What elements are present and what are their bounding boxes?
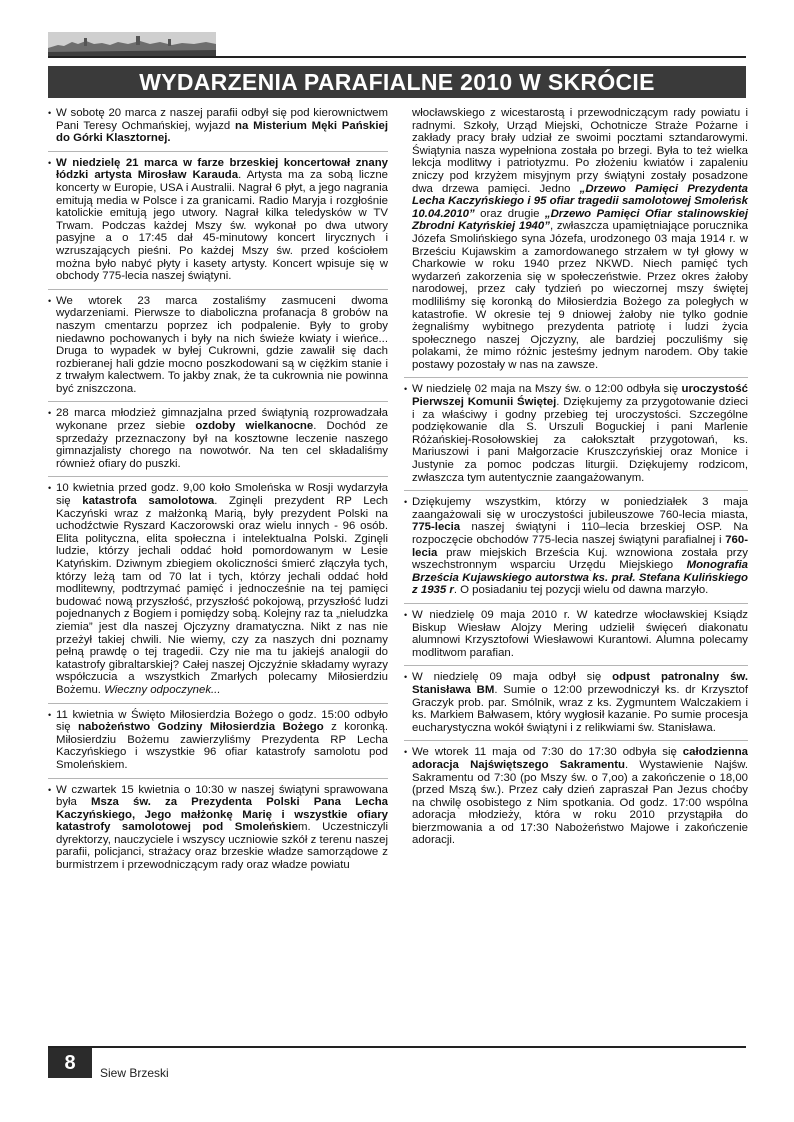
header-strip [48, 32, 746, 58]
section-banner [48, 66, 746, 98]
news-text: W niedzielę 09 maja 2010 r. W katedrze włocławskiej Ksiądz Biskup Wiesław Alojzy Mering udzielił święceń diakonatu alumnowi Krzysztofowi Wiesławowi Kurantowi. Alumna polecamy modlitwom parafian. [412, 608, 748, 659]
news-item [48, 157, 388, 290]
page-title: WYDARZENIA PARAFIALNE 2010 W SKRÓCIE [139, 68, 655, 95]
news-text: . Zginęli prezydent RP Lech Kaczyński wraz z małżonką Marią, były prezydent Polski na uchodźctwie Ryszard Kaczorowski oraz wielu innych - 96 osób. Elita polityczna, elita społeczna i intelektualna Polski. Zginęli ludzie, którzy jechali oddać hołd pomordowanym w Lesie Katyńskim. Dziwnym zbiegiem okoliczności śmierć złączyła tych, którzy leżą tam od 70 lat i tych, którzy jechali oddać hołd modlitewny, podtrzymać pamięć i jednocześnie na tej pamięci budować nową przyszłość, przyszłość pokojową, przyszłość ludzi pojednanych z Bogiem i pomiędzy sobą. Kolejny raz ta „nieludzka ziemia” jest dla naszej Ojczyzny dramatyczna. Nikt z nas nie przeżył takiej chwili. Nie wiemy, czy za naszych dni poznamy pełną prawdę o tej tragedii. Czy nie ma tu jakiejś analogii do katastrofy gibraltarskiej? Całej naszej Ojczyźnie składamy wyrazy współczucia a wszystkich Zmarłych polecamy Miłosierdziu Bożemu. [56, 495, 388, 696]
page-number: 8 [48, 1048, 92, 1078]
news-text: . O posiadaniu tej pozycji wielu od dawna marzyło. [453, 584, 709, 597]
news-item [404, 746, 748, 853]
news-text: 11 kwietnia w Święto Miłosierdzia Bożego o godz. 15:00 odbyło się [56, 708, 388, 734]
town-panorama-image [48, 32, 216, 56]
news-text: nabożeństwo Godziny Miłosierdzia Bożego [78, 721, 324, 734]
footer-rule [48, 1046, 746, 1048]
news-text: 28 marca młodzież gimnazjalna przed świątynią rozprowadzała wykonane przez siebie [56, 407, 388, 433]
news-text: W niedzielę 09 maja odbył się [412, 671, 613, 684]
news-text: oraz drugie [474, 207, 545, 220]
news-item [48, 784, 388, 878]
news-item [48, 709, 388, 779]
news-text: Dziękujemy wszystkim, którzy w poniedziałek 3 maja zaangażowali się w uroczystości jubileuszowe 760-lecia miasta, [412, 496, 748, 521]
news-text: ozdoby wielkanocne [195, 420, 314, 433]
news-text: , zwłaszcza upamiętniające porucznika Józefa Smolińskiego syna Józefa, urodzonego 03 maja 1914 r. w Brześciu Kujawskim a zamordowanego strzałem w tył głowy w Charkowie w roku 1940 przez NKWD. Niech pamięć tych wydarzeń zakorzenia się w społeczeństwie. Przez okres żałoby narodowej, przez cały tydzień po wieczornej mszy świętej modliliśmy się koronką do Miłosierdzia Bożego za poległych w katastrofie. W okresie tej 9 dniowej żałoby nie tylko godnie żegnaliśmy wybitnego prezydenta patriotę i ludzi życia społecznego naszej Ojczyzny, ale bardziej poczuliśmy się polakami, że mimo różnic jesteśmy jednym narodem. Oby takie postawy pozostały w nas na zawsze. [412, 220, 748, 371]
news-text: m. Uczestniczyli dyrektorzy, nauczyciele i wszyscy uczniowie szkół z terenu naszej parafii, policjanci, strażacy oraz brzeskie władze samorządowe z burmistrzem i przewodniczącym rady oraz władze powiatu [56, 821, 388, 872]
news-text: z koronką. Miłosierdziu Bożemu zawierzyliśmy Prezydenta RP Lecha Kaczyńskiego i wszystkie 96 ofiar katastrofy samolotu pod Smoleńskiem. [56, 721, 388, 771]
news-text: 775-lecia [412, 521, 461, 534]
news-text: . Dziękujemy za przygotowanie dzieci i za właściwy i godny przebieg tej uroczystości. Szczególne podziękowanie dla S. Urszuli Boguckiej i pani Marlenie Różańskiej-Rosołowskiej za całokształt przygotowań, ks. Mariuszowi i pani Małgorzacie Kruszczyńskiej oraz Monice i Justynie za pomoc podczas liturgii. Dziękujemy rodzicom, zwłaszcza tym autentycznie zaangażowanym. [412, 396, 748, 484]
news-item [404, 671, 748, 741]
news-text: We wtorek 23 marca zostaliśmy zasmuceni dwoma wydarzeniami. Pierwsze to diaboliczna profanacja 8 grobów na naszym cmentarzu poprzez ich podpalenie. Były to groby niedawno pochowanych i były na nich świeże kwiaty i wieńce... Druga to wypadek w byłej Cukrowni, gdzie zawalił się dach rozbieranej hali gdzie mocno poszkodowani są w ciężkim stanie i z trwałym kalectwem. To jakby znak, że ta cukrownia nie powinna być zniszczona. [56, 294, 388, 395]
news-text: Wieczny odpoczynek... [104, 683, 221, 696]
news-item [48, 482, 388, 703]
news-text: Monografia Brześcia Kujawskiego autorstwa ks. prał. Stefana Kulińskiego z 1935 r [412, 559, 748, 597]
news-text: katastrofa samolotowa [82, 495, 215, 508]
news-text: na Misterium Męki Pańskiej do Górki Klasztornej. [56, 119, 388, 145]
news-text: . Wystawienie Najśw. Sakramentu od 7:30 (po Mszy św. o 7,oo) a zakończenie o 18,00 (przed Mszą św.). Przez cały dzień zapraszał Pan Jezus choćby na chwilę osobistego z Nim spotkania. Od godz. 17:00 wspólna adoracja młodzieży, która w roku 2010 przystąpiła do bierzmowania a od 17:30 Nabożeństwo Majowe i zakończenie adoracji. [412, 758, 748, 847]
news-text: 760-lecia [412, 534, 748, 559]
news-text: We wtorek 11 maja od 7:30 do 17:30 odbyła się [412, 746, 683, 759]
news-item [404, 609, 748, 666]
right-column [404, 107, 748, 858]
news-text: „Drzewo Pamięci Ofiar stalinowskiej Zbrodni Katyńskiej 1940” [412, 207, 748, 233]
news-text: uroczystość Pierwszej Komunii Świętej [412, 383, 748, 409]
header-rule [48, 56, 746, 58]
news-text: „Drzewo Pamięci Prezydenta Lecha Kaczyńskiego i 95 ofiar tragedii samolotowej Smoleńsk 10.04.2010” [412, 182, 748, 220]
news-item [48, 407, 388, 477]
news-text: W niedzielę 02 maja na Mszy św. o 12:00 odbyła się [412, 383, 682, 396]
news-text: W czwartek 15 kwietnia o 10:30 w naszej świątyni sprawowana była [56, 783, 388, 809]
news-text: . Artysta ma za sobą liczne koncerty w Europie, USA i Australii. Nagrał 6 płyt, a jego nagrania emitują media w Polsce i za granicami. Radio Maryja i rozgłośnie katolickie emitują jego utwory. Nagrał kilka teledysków w TV Trwam. Podczas każdej Mszy św. wykonał po dwa utwory pasyjne a o 17:45 dał 45-minutowy koncert lirycznych i wzruszających pieśni. Po każdej Mszy św. przed kościołem można było nabyć płyty i kasety artysty. Koncert wpisuje się w obchody 775-lecia naszej świątyni. [56, 169, 389, 283]
news-text: 10 kwietnia przed godz. 9,00 koło Smoleńska w Rosji wydarzyła się [56, 482, 388, 508]
news-item [404, 496, 748, 604]
news-text: W sobotę 20 marca z naszej parafii odbył się pod kierownictwem Pani Teresy Ochmańskiej, wyjazd [56, 107, 388, 132]
publication-name: Siew Brzeski [100, 1066, 169, 1080]
news-text: praw miejskich Brześcia Kuj. wznowiona została przy wszechstronnym wsparciu Urzędu Miejskiego [412, 546, 748, 572]
news-item [404, 107, 748, 378]
news-text: włocławskiego z wicestarostą i przewodniczącym rady powiatu i radnymi. Szkoły, Urząd Miejski, Ochotnicze Straże Pożarne i zakłady pracy brały udział ze swoimi pocztami sztandarowymi. Świątynia nasza wypełniona została po brzegi. Była to też wielka lekcja modlitwy i patriotyzmu. Po złożeniu kwiatów i zapaleniu zniczy pod krzyżem misyjnym przy świątyni zostały posadzone dwa drzewa pamięci. Jedno [412, 107, 748, 195]
news-text: . Dochód ze sprzedaży przeznaczony był na kosztowne leczenie naszego gimnazjalisty chorego na nowotwór. Na ten cel składaliśmy również ofiary do puszki. [56, 420, 388, 470]
news-text: naszej świątyni i 110–lecia brzeskiej OSP. Na rozpoczęcie obchodów 775-lecia naszej świątyni parafialnej i [412, 521, 748, 546]
news-text: odpust patronalny św. Stanisława BM [412, 671, 748, 696]
news-item [48, 295, 388, 403]
news-text: W niedzielę 21 marca w farze brzeskiej koncertował znany łódzki artysta Mirosław Karauda [56, 156, 388, 182]
news-text: Msza św. za Prezydenta Polski Pana Lecha Kaczyńskiego, Jego małżonkę Marię i wszystkie ofiary katastrofy samolotowej pod Smoleńskie [56, 796, 388, 834]
news-text: . Sumie o 12:00 przewodniczył ks. dr Krzysztof Graczyk prob. par. Smólnik, wraz z ks. Zygmuntem Walczakiem i ks. Markiem Bałwasem, który wygłosił kazanie. Po sumie procesja eucharystyczna wokół świątyni i z relikwiami św. Stanisława. [412, 683, 749, 734]
news-item [48, 107, 388, 152]
left-column [48, 107, 388, 883]
news-text: całodzienna adoracja Najświętszego Sakramentu [412, 746, 748, 771]
news-item [404, 383, 748, 491]
